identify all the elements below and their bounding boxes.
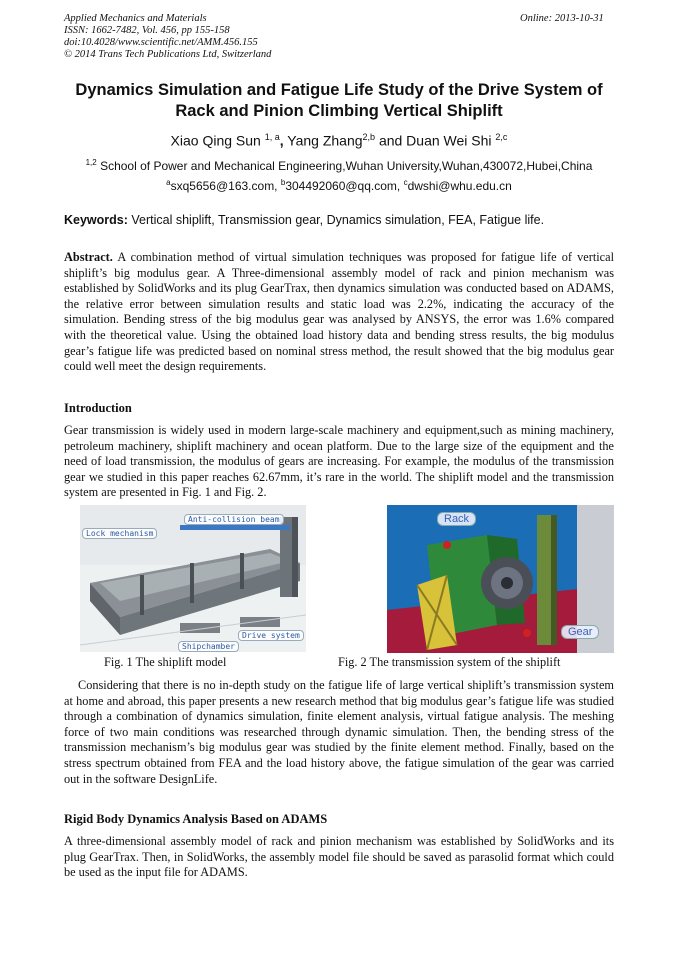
label-drive-system: Drive system bbox=[238, 630, 304, 641]
section-2-heading: Rigid Body Dynamics Analysis Based on ADAMS bbox=[64, 812, 328, 826]
journal-name: Applied Mechanics and Materials bbox=[64, 13, 207, 24]
label-rack: Rack bbox=[437, 512, 476, 526]
author-3: and Duan Wei Shi bbox=[378, 132, 492, 149]
keywords-label: Keywords: bbox=[64, 213, 128, 227]
email-b-sup: b bbox=[280, 178, 286, 187]
author-3-sup: 2,c bbox=[495, 132, 508, 142]
copyright: © 2014 Trans Tech Publications Ltd, Switzerland bbox=[64, 49, 272, 60]
figure-2-image bbox=[387, 505, 614, 653]
figure-2-caption: Fig. 2 The transmission system of the shiplift bbox=[338, 655, 561, 669]
abstract-label: Abstract. bbox=[64, 250, 113, 264]
paper-title: Dynamics Simulation and Fatigue Life Study of the Drive System of Rack and Pinion Climbing Vertical Shiplift bbox=[75, 81, 603, 120]
authors: Xiao Qing Sun $^{1, a}$, Yang Zhang$^{2,b}$ and Duan Wei Shi $^{2,c}$ bbox=[170, 132, 508, 149]
author-1: Xiao Qing Sun bbox=[170, 132, 261, 149]
affiliation-text: School of Power and Mechanical Engineering,Wuhan University,Wuhan,430072,Hubei,China bbox=[100, 159, 593, 173]
email-a-sup: a bbox=[166, 178, 171, 187]
author-2-sup: 2,b bbox=[362, 132, 376, 142]
affiliation-sup: 1,2 bbox=[85, 158, 97, 167]
abstract bbox=[64, 250, 614, 375]
email-b: 304492060@qq.com, bbox=[285, 179, 404, 193]
label-lock-mechanism: Lock mechanism bbox=[82, 528, 157, 539]
issn: ISSN: 1662-7482, Vol. 456, pp 155-158 bbox=[64, 25, 230, 36]
label-shipchamber: Shipchamber bbox=[178, 641, 239, 652]
author-1-sup: 1, a bbox=[264, 132, 280, 142]
emails bbox=[64, 178, 614, 193]
introduction-paragraph-2: Considering that there is no in-depth study on the fatigue life of large vertical shiplift’s transmission system at home and abroad, this paper presents a new research method that big modulus gear’s fatigue life was studied through a combination of dynamics simulation, finite element analysis, virtual fatigue analysis. The meshing force of two main conditions was researched through dynamic simulation. Then, the bending stress of the transmission mechanism’s big modulus gear was studied by the finite element method. Finally, based on the stress spectrum obtained from FEA and the load history above, the fatigue simulation of the gear was carried out in the software DesignLife. bbox=[64, 678, 614, 786]
label-gear: Gear bbox=[561, 625, 599, 639]
abstract-text: A combination method of virtual simulation techniques was proposed for fatigue life of vertical shiplift’s big modulus gear. A Three-dimensional assembly model of rack and pinion mechanism was established by SolidWorks and its plug GearTrax, then dynamics simulation was conducted based on ADAMS, the relative error between simulation results and static load was 2.2%, indicating the accuracy of the simulation. Bending stress of the big modulus gear was analysed by ANSYS, the error was 1.6% compared with the theoretical value. Using the obtained load history data and bending stress results, the big modulus gear’s fatigue life was predicted based on nominal stress method, the result showed that the big modulus gear could well meet the design requirements. bbox=[64, 250, 614, 374]
figure-1-caption: Fig. 1 The shiplift model bbox=[104, 655, 227, 669]
introduction-paragraph-1: Gear transmission is widely used in modern large-scale machinery and equipment,such as mining machinery, petroleum machinery, shiplift machinery and ocean platform. Due to the large size of the equipment and the need of load transmission, the modulus of gears are increasing. For example, the modulus of the transmission gear we studied in this paper reaches 62.67mm, it’s rare in the world. The shiplift model and the transmission system are presented in Fig. 1 and Fig. 2. bbox=[64, 423, 614, 500]
label-anti-collision-beam: Anti-collision beam bbox=[184, 514, 284, 525]
section-2-paragraph-1: A three-dimensional assembly model of rack and pinion mechanism was established by SolidWorks and its plug GearTrax. Then, in SolidWorks, the assembly model file should be saved as parasolid format which could be used as the input file for ADAMS. bbox=[64, 834, 614, 880]
email-c-sup: c bbox=[403, 178, 408, 187]
affiliation bbox=[64, 158, 614, 173]
figure-1-image bbox=[80, 505, 306, 652]
email-a: sxq5656@163.com, bbox=[170, 179, 281, 193]
journal-header bbox=[64, 13, 271, 61]
keywords-text: Vertical shiplift, Transmission gear, Dynamics simulation, FEA, Fatigue life. bbox=[127, 213, 545, 227]
introduction-heading: Introduction bbox=[64, 401, 132, 415]
keywords bbox=[64, 213, 614, 227]
email-c: dwshi@whu.edu.cn bbox=[407, 179, 512, 193]
doi: doi:10.4028/www.scientific.net/AMM.456.155 bbox=[64, 37, 258, 48]
author-2: Yang Zhang bbox=[287, 132, 363, 149]
online-date: Online: 2013-10-31 bbox=[520, 13, 604, 24]
